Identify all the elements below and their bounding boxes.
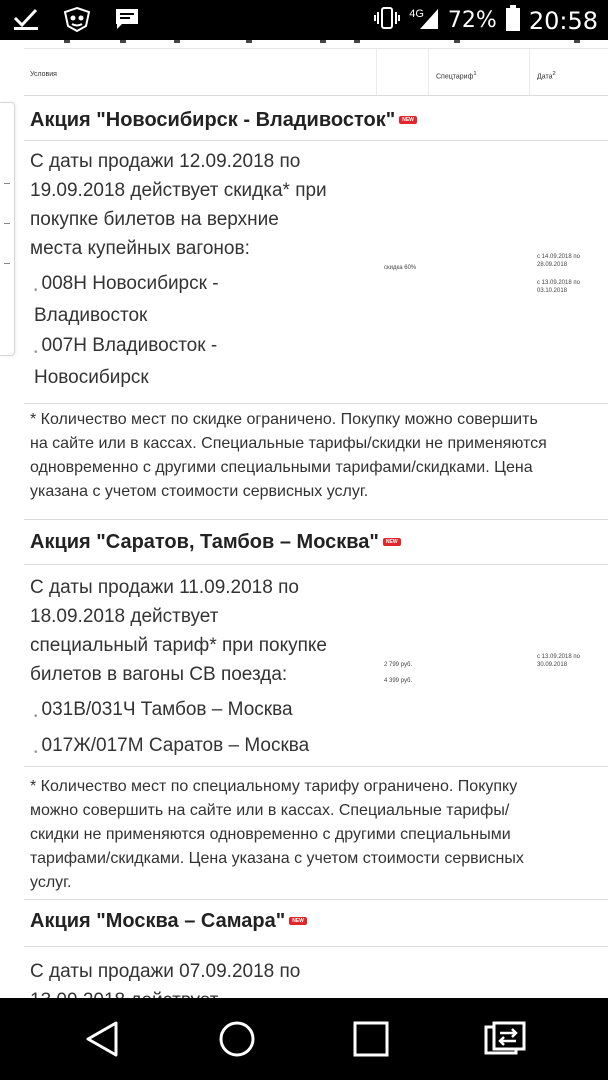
clock: 20:58 — [528, 6, 598, 35]
header-conditions: Условия — [30, 71, 57, 78]
route-item: $_•$ 008Н Новосибирск - Владивосток — [34, 273, 219, 326]
status-bar — [0, 0, 608, 40]
promo-conditions-row — [24, 565, 608, 767]
switch-apps-icon[interactable] — [482, 1018, 528, 1060]
promo-title-row — [24, 900, 608, 947]
network-type: 4G — [409, 7, 424, 20]
promo-title-row — [24, 520, 608, 565]
table-top-edge — [24, 40, 608, 49]
promo-title-row — [24, 96, 608, 141]
battery-percent: 72% — [447, 8, 497, 33]
date-range: с 13.09.2018 по 03.10.2018 — [537, 280, 580, 294]
vibrate-icon — [373, 5, 401, 36]
promo-conditions-row — [24, 141, 608, 404]
header-dates: Дата$^2$ — [537, 71, 556, 81]
back-icon[interactable] — [79, 1018, 125, 1060]
navigation-bar — [0, 998, 608, 1080]
promo-footnote: * Количество мест по скидке ограничено. Покупку можно совершить на сайте или в кассах. Специальные тарифы/скидки не применяются одновременно с другими специальными тарифами/скидками. Цена указана с учетом стоимости сервисных услуг. — [24, 404, 608, 520]
promo-description: С даты продажи 07.09.2018 по — [30, 961, 301, 982]
promo-title: Акция "Новосибирск - Владивосток" — [30, 109, 396, 131]
side-panel-handle[interactable] — [0, 102, 15, 356]
checkmark-notification-icon — [12, 7, 40, 36]
message-notification-icon — [114, 7, 140, 36]
promo-title: Акция "Москва – Самара" — [30, 910, 286, 932]
tariff-value: скидка 60% — [384, 265, 417, 271]
table-header — [24, 49, 608, 96]
new-badge: NEW — [383, 538, 401, 546]
battery-icon — [505, 4, 521, 37]
new-badge: NEW — [399, 116, 417, 124]
promo-table — [24, 40, 608, 1027]
home-icon[interactable] — [214, 1018, 260, 1060]
antivirus-notification-icon — [62, 6, 92, 37]
promo-footnote: * Количество мест по специальному тарифу ограничено. Покупку можно совершить на сайте или в кассах. Специальные тарифы/ скидки не применяются одновременно с другими специальными тарифами/скидками. Цена указана с учетом стоимости сервисных услуг. — [24, 767, 608, 900]
promo-description: С даты продажи 11.09.2018 по 18.09.2018 действует специальный тариф* при покупке билетов в вагоны СВ поезда: — [30, 577, 327, 685]
promo-description: С даты продажи 12.09.2018 по 19.09.2018 действует скидка* при покупке билетов на верхние места купейных вагонов: — [30, 151, 327, 259]
date-range: с 14.09.2018 по 28.09.2018 — [537, 254, 580, 268]
route-item: $_•$ 031В/031Ч Тамбов – Москва — [34, 699, 293, 722]
promo-title: Акция "Саратов, Тамбов – Москва" — [30, 531, 379, 553]
route-item: $_•$ 007Н Владивосток - Новосибирск — [34, 335, 218, 388]
route-item: $_•$ 017Ж/017М Саратов – Москва — [34, 735, 310, 758]
new-badge: NEW — [289, 917, 307, 925]
tariff-value: 4 399 руб. — [384, 678, 413, 684]
recents-icon[interactable] — [348, 1018, 394, 1060]
date-range: с 13.09.2018 по 30.09.2018 — [537, 654, 580, 668]
tariff-value: 2 799 руб. — [384, 662, 413, 668]
web-page[interactable] — [0, 40, 608, 998]
header-special-tariff: Спецтариф$^1$ — [436, 71, 477, 81]
